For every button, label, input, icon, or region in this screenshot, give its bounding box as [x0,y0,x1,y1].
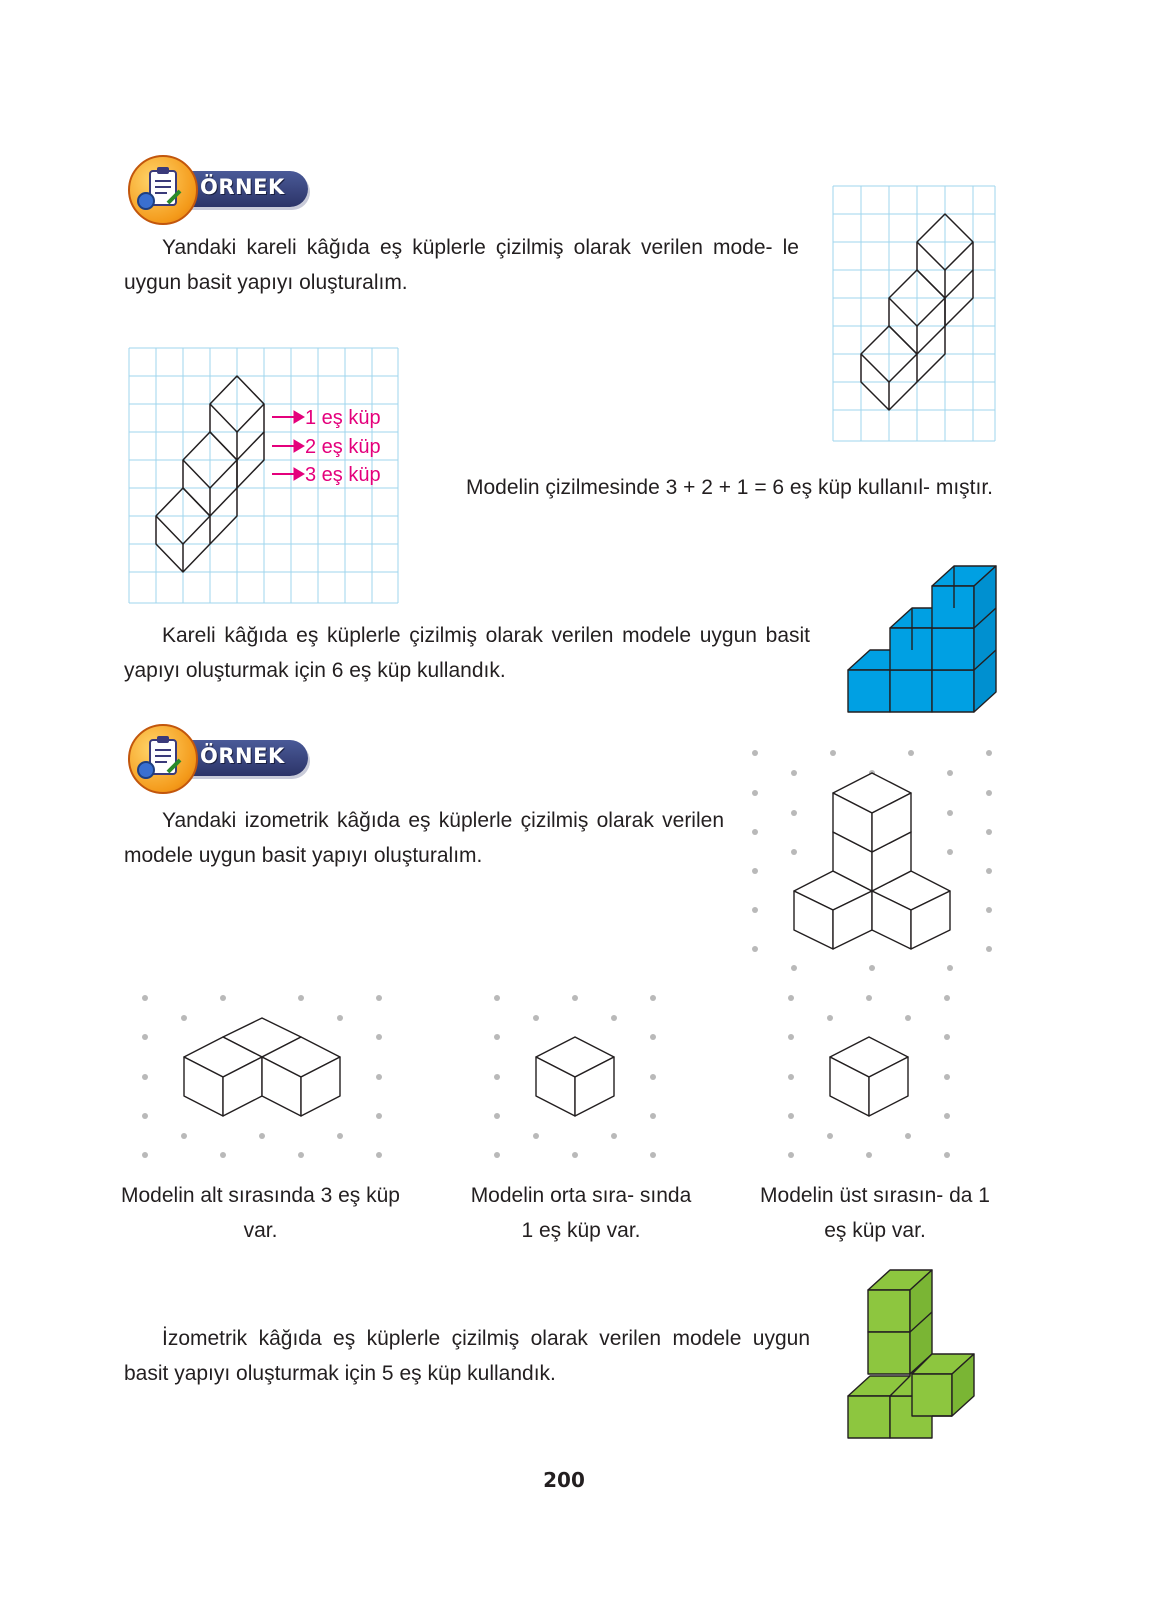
grid-paper-model-labeled [126,345,401,607]
blue-cube-staircase [842,562,1002,718]
isometric-model-5-cubes [742,742,1004,978]
example1-explanation: Modelin çizilmesinde 3 + 2 + 1 = 6 eş küp kullanıl- mıştır. [466,476,993,499]
example-badge-2 [128,724,318,794]
example1-conclusion: Kareli kâğıda eş küplerle çizilmiş olarak verilen modele uygun basit yapıyı oluşturmak için 6 eş küp kullandık. [124,624,810,682]
isometric-bottom-row [136,990,392,1160]
caption-bottom-row: Modelin alt sırasında 3 eş küp var. [121,1184,400,1242]
clipboard-icon [128,724,198,794]
green-cube-structure [842,1266,982,1444]
isometric-middle-row [488,990,666,1160]
example-badge-1 [128,155,318,225]
grid-paper-model-1 [830,183,998,445]
example1-intro: Yandaki kareli kâğıda eş küplerle çizilmiş olarak verilen mode- le uygun basit yapıyı oluşturalım. [124,236,799,294]
example2-intro: Yandaki izometrik kâğıda eş küplerle çizilmiş olarak verilen modele uygun basit yapıyı oluşturalım. [124,809,724,867]
label-1-cube: 1 eş küp [305,407,381,429]
caption-middle-row: Modelin orta sıra- sında 1 eş küp var. [470,1184,692,1242]
clipboard-icon [128,155,198,225]
isometric-top-row [782,990,960,1160]
cube-count-labels [272,407,381,486]
label-2-cubes: 2 eş küp [305,436,381,458]
label-3-cubes: 3 eş küp [305,464,381,486]
example2-conclusion: İzometrik kâğıda eş küplerle çizilmiş olarak verilen modele uygun basit yapıyı oluşturmak için 5 eş küp kullandık. [124,1327,810,1385]
arrow-icon [272,411,304,480]
caption-top-row: Modelin üst sırasın- da 1 eş küp var. [760,1184,990,1242]
page-number: 200 [543,1468,585,1492]
badge-label: ÖRNEK [200,175,285,199]
badge-label: ÖRNEK [200,744,285,768]
